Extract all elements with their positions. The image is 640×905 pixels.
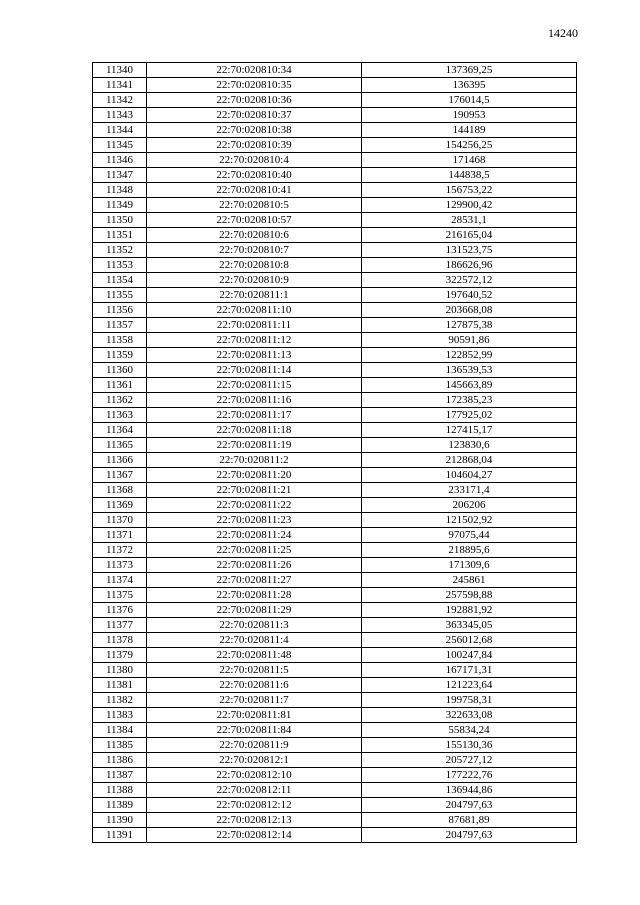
cadastral-number-cell: 22:70:020810:41 bbox=[147, 183, 362, 198]
row-number-cell: 11369 bbox=[93, 498, 147, 513]
cadastral-number-cell: 22:70:020811:12 bbox=[147, 333, 362, 348]
row-number-cell: 11352 bbox=[93, 243, 147, 258]
value-cell: 123830,6 bbox=[362, 438, 577, 453]
cadastral-number-cell: 22:70:020810:37 bbox=[147, 108, 362, 123]
value-cell: 155130,36 bbox=[362, 738, 577, 753]
row-number-cell: 11359 bbox=[93, 348, 147, 363]
table-row bbox=[93, 528, 577, 543]
table-row bbox=[93, 783, 577, 798]
cadastral-number-cell: 22:70:020811:14 bbox=[147, 363, 362, 378]
table-row bbox=[93, 633, 577, 648]
value-cell: 322572,12 bbox=[362, 273, 577, 288]
cadastral-number-cell: 22:70:020811:81 bbox=[147, 708, 362, 723]
cadastral-number-cell: 22:70:020810:7 bbox=[147, 243, 362, 258]
cadastral-number-cell: 22:70:020810:6 bbox=[147, 228, 362, 243]
cadastral-number-cell: 22:70:020810:9 bbox=[147, 273, 362, 288]
row-number-cell: 11368 bbox=[93, 483, 147, 498]
value-cell: 171468 bbox=[362, 153, 577, 168]
cadastral-number-cell: 22:70:020811:29 bbox=[147, 603, 362, 618]
table-row bbox=[93, 408, 577, 423]
row-number-cell: 11347 bbox=[93, 168, 147, 183]
table-row bbox=[93, 333, 577, 348]
table-row bbox=[93, 708, 577, 723]
cadastral-number-cell: 22:70:020811:11 bbox=[147, 318, 362, 333]
cadastral-number-cell: 22:70:020811:10 bbox=[147, 303, 362, 318]
row-number-cell: 11354 bbox=[93, 273, 147, 288]
value-cell: 190953 bbox=[362, 108, 577, 123]
row-number-cell: 11380 bbox=[93, 663, 147, 678]
value-cell: 205727,12 bbox=[362, 753, 577, 768]
cadastral-number-cell: 22:70:020811:7 bbox=[147, 693, 362, 708]
cadastral-number-cell: 22:70:020811:6 bbox=[147, 678, 362, 693]
table-row bbox=[93, 483, 577, 498]
value-cell: 171309,6 bbox=[362, 558, 577, 573]
cadastral-number-cell: 22:70:020811:5 bbox=[147, 663, 362, 678]
page-number: 14240 bbox=[548, 26, 578, 40]
table-row bbox=[93, 378, 577, 393]
value-cell: 204797,63 bbox=[362, 798, 577, 813]
table-row bbox=[93, 258, 577, 273]
table-row bbox=[93, 183, 577, 198]
row-number-cell: 11355 bbox=[93, 288, 147, 303]
value-cell: 28531,1 bbox=[362, 213, 577, 228]
table-row bbox=[93, 603, 577, 618]
row-number-cell: 11376 bbox=[93, 603, 147, 618]
value-cell: 104604,27 bbox=[362, 468, 577, 483]
value-cell: 177222,76 bbox=[362, 768, 577, 783]
row-number-cell: 11349 bbox=[93, 198, 147, 213]
row-number-cell: 11358 bbox=[93, 333, 147, 348]
table-row bbox=[93, 798, 577, 813]
row-number-cell: 11351 bbox=[93, 228, 147, 243]
row-number-cell: 11344 bbox=[93, 123, 147, 138]
cadastral-number-cell: 22:70:020812:10 bbox=[147, 768, 362, 783]
table-row bbox=[93, 573, 577, 588]
table-row bbox=[93, 663, 577, 678]
value-cell: 212868,04 bbox=[362, 453, 577, 468]
row-number-cell: 11353 bbox=[93, 258, 147, 273]
cadastral-number-cell: 22:70:020810:8 bbox=[147, 258, 362, 273]
row-number-cell: 11362 bbox=[93, 393, 147, 408]
value-cell: 322633,08 bbox=[362, 708, 577, 723]
value-cell: 131523,75 bbox=[362, 243, 577, 258]
row-number-cell: 11356 bbox=[93, 303, 147, 318]
row-number-cell: 11382 bbox=[93, 693, 147, 708]
table-row bbox=[93, 363, 577, 378]
row-number-cell: 11391 bbox=[93, 828, 147, 843]
cadastral-number-cell: 22:70:020811:9 bbox=[147, 738, 362, 753]
cadastral-number-cell: 22:70:020811:23 bbox=[147, 513, 362, 528]
cadastral-number-cell: 22:70:020812:1 bbox=[147, 753, 362, 768]
row-number-cell: 11364 bbox=[93, 423, 147, 438]
row-number-cell: 11384 bbox=[93, 723, 147, 738]
table-row bbox=[93, 828, 577, 843]
table-row bbox=[93, 513, 577, 528]
value-cell: 144189 bbox=[362, 123, 577, 138]
row-number-cell: 11365 bbox=[93, 438, 147, 453]
table-row bbox=[93, 558, 577, 573]
value-cell: 256012,68 bbox=[362, 633, 577, 648]
cadastral-number-cell: 22:70:020811:1 bbox=[147, 288, 362, 303]
value-cell: 55834,24 bbox=[362, 723, 577, 738]
table-row bbox=[93, 78, 577, 93]
value-cell: 154256,25 bbox=[362, 138, 577, 153]
row-number-cell: 11340 bbox=[93, 63, 147, 78]
cadastral-number-cell: 22:70:020810:35 bbox=[147, 78, 362, 93]
cadastral-number-cell: 22:70:020810:5 bbox=[147, 198, 362, 213]
cadastral-number-cell: 22:70:020811:4 bbox=[147, 633, 362, 648]
value-cell: 87681,89 bbox=[362, 813, 577, 828]
value-cell: 204797,63 bbox=[362, 828, 577, 843]
row-number-cell: 11385 bbox=[93, 738, 147, 753]
row-number-cell: 11348 bbox=[93, 183, 147, 198]
cadastral-number-cell: 22:70:020811:48 bbox=[147, 648, 362, 663]
row-number-cell: 11345 bbox=[93, 138, 147, 153]
cadastral-number-cell: 22:70:020810:57 bbox=[147, 213, 362, 228]
row-number-cell: 11367 bbox=[93, 468, 147, 483]
value-cell: 206206 bbox=[362, 498, 577, 513]
cadastral-number-cell: 22:70:020812:11 bbox=[147, 783, 362, 798]
cadastral-number-cell: 22:70:020811:21 bbox=[147, 483, 362, 498]
cadastral-number-cell: 22:70:020811:28 bbox=[147, 588, 362, 603]
table-row bbox=[93, 288, 577, 303]
cadastral-number-cell: 22:70:020811:3 bbox=[147, 618, 362, 633]
table-row bbox=[93, 438, 577, 453]
cadastral-number-cell: 22:70:020812:14 bbox=[147, 828, 362, 843]
value-cell: 197640,52 bbox=[362, 288, 577, 303]
value-cell: 137369,25 bbox=[362, 63, 577, 78]
row-number-cell: 11374 bbox=[93, 573, 147, 588]
cadastral-number-cell: 22:70:020811:19 bbox=[147, 438, 362, 453]
row-number-cell: 11390 bbox=[93, 813, 147, 828]
table-row bbox=[93, 498, 577, 513]
table-row bbox=[93, 213, 577, 228]
row-number-cell: 11379 bbox=[93, 648, 147, 663]
row-number-cell: 11342 bbox=[93, 93, 147, 108]
cadastral-number-cell: 22:70:020810:36 bbox=[147, 93, 362, 108]
row-number-cell: 11383 bbox=[93, 708, 147, 723]
cadastral-number-cell: 22:70:020811:17 bbox=[147, 408, 362, 423]
table-row bbox=[93, 813, 577, 828]
value-cell: 100247,84 bbox=[362, 648, 577, 663]
cadastral-number-cell: 22:70:020811:27 bbox=[147, 573, 362, 588]
table-row bbox=[93, 138, 577, 153]
value-cell: 363345,05 bbox=[362, 618, 577, 633]
value-cell: 167171,31 bbox=[362, 663, 577, 678]
value-cell: 216165,04 bbox=[362, 228, 577, 243]
table-row bbox=[93, 753, 577, 768]
table-body bbox=[93, 63, 577, 843]
value-cell: 90591,86 bbox=[362, 333, 577, 348]
cadastral-number-cell: 22:70:020812:13 bbox=[147, 813, 362, 828]
row-number-cell: 11357 bbox=[93, 318, 147, 333]
table-row bbox=[93, 738, 577, 753]
value-cell: 199758,31 bbox=[362, 693, 577, 708]
cadastral-number-cell: 22:70:020811:16 bbox=[147, 393, 362, 408]
value-cell: 127415,17 bbox=[362, 423, 577, 438]
value-cell: 121223,64 bbox=[362, 678, 577, 693]
table-row bbox=[93, 768, 577, 783]
row-number-cell: 11377 bbox=[93, 618, 147, 633]
table-row bbox=[93, 318, 577, 333]
table-row bbox=[93, 168, 577, 183]
value-cell: 233171,4 bbox=[362, 483, 577, 498]
cadastral-number-cell: 22:70:020810:39 bbox=[147, 138, 362, 153]
row-number-cell: 11375 bbox=[93, 588, 147, 603]
row-number-cell: 11387 bbox=[93, 768, 147, 783]
value-cell: 176014,5 bbox=[362, 93, 577, 108]
cadastral-number-cell: 22:70:020811:84 bbox=[147, 723, 362, 738]
value-cell: 186626,96 bbox=[362, 258, 577, 273]
cadastral-number-cell: 22:70:020812:12 bbox=[147, 798, 362, 813]
row-number-cell: 11366 bbox=[93, 453, 147, 468]
cadastral-value-table bbox=[92, 62, 577, 843]
row-number-cell: 11346 bbox=[93, 153, 147, 168]
value-cell: 177925,02 bbox=[362, 408, 577, 423]
table-row bbox=[93, 468, 577, 483]
table-row bbox=[93, 693, 577, 708]
value-cell: 145663,89 bbox=[362, 378, 577, 393]
table-row bbox=[93, 648, 577, 663]
row-number-cell: 11386 bbox=[93, 753, 147, 768]
row-number-cell: 11350 bbox=[93, 213, 147, 228]
cadastral-number-cell: 22:70:020811:24 bbox=[147, 528, 362, 543]
table-row bbox=[93, 423, 577, 438]
row-number-cell: 11378 bbox=[93, 633, 147, 648]
table-row bbox=[93, 348, 577, 363]
value-cell: 121502,92 bbox=[362, 513, 577, 528]
table-row bbox=[93, 228, 577, 243]
row-number-cell: 11360 bbox=[93, 363, 147, 378]
cadastral-number-cell: 22:70:020811:20 bbox=[147, 468, 362, 483]
row-number-cell: 11363 bbox=[93, 408, 147, 423]
cadastral-number-cell: 22:70:020811:25 bbox=[147, 543, 362, 558]
value-cell: 136395 bbox=[362, 78, 577, 93]
cadastral-number-cell: 22:70:020811:13 bbox=[147, 348, 362, 363]
table-row bbox=[93, 108, 577, 123]
table-row bbox=[93, 243, 577, 258]
row-number-cell: 11373 bbox=[93, 558, 147, 573]
value-cell: 144838,5 bbox=[362, 168, 577, 183]
table-row bbox=[93, 393, 577, 408]
row-number-cell: 11370 bbox=[93, 513, 147, 528]
cadastral-number-cell: 22:70:020810:34 bbox=[147, 63, 362, 78]
value-cell: 122852,99 bbox=[362, 348, 577, 363]
cadastral-number-cell: 22:70:020811:22 bbox=[147, 498, 362, 513]
value-cell: 257598,88 bbox=[362, 588, 577, 603]
table-row bbox=[93, 588, 577, 603]
value-cell: 136539,53 bbox=[362, 363, 577, 378]
row-number-cell: 11343 bbox=[93, 108, 147, 123]
table-row bbox=[93, 678, 577, 693]
value-cell: 127875,38 bbox=[362, 318, 577, 333]
table-row bbox=[93, 543, 577, 558]
value-cell: 156753,22 bbox=[362, 183, 577, 198]
cadastral-number-cell: 22:70:020810:38 bbox=[147, 123, 362, 138]
table-row bbox=[93, 153, 577, 168]
cadastral-number-cell: 22:70:020810:40 bbox=[147, 168, 362, 183]
table-row bbox=[93, 303, 577, 318]
value-cell: 203668,08 bbox=[362, 303, 577, 318]
value-cell: 129900,42 bbox=[362, 198, 577, 213]
table-row bbox=[93, 63, 577, 78]
table-row bbox=[93, 618, 577, 633]
row-number-cell: 11372 bbox=[93, 543, 147, 558]
row-number-cell: 11361 bbox=[93, 378, 147, 393]
row-number-cell: 11389 bbox=[93, 798, 147, 813]
table-row bbox=[93, 453, 577, 468]
cadastral-number-cell: 22:70:020811:2 bbox=[147, 453, 362, 468]
row-number-cell: 11388 bbox=[93, 783, 147, 798]
value-cell: 192881,92 bbox=[362, 603, 577, 618]
value-cell: 172385,23 bbox=[362, 393, 577, 408]
cadastral-number-cell: 22:70:020811:15 bbox=[147, 378, 362, 393]
table-row bbox=[93, 93, 577, 108]
table-row bbox=[93, 273, 577, 288]
row-number-cell: 11381 bbox=[93, 678, 147, 693]
value-cell: 218895,6 bbox=[362, 543, 577, 558]
row-number-cell: 11371 bbox=[93, 528, 147, 543]
table-row bbox=[93, 123, 577, 138]
cadastral-number-cell: 22:70:020810:4 bbox=[147, 153, 362, 168]
cadastral-number-cell: 22:70:020811:18 bbox=[147, 423, 362, 438]
value-cell: 245861 bbox=[362, 573, 577, 588]
table-row bbox=[93, 198, 577, 213]
cadastral-number-cell: 22:70:020811:26 bbox=[147, 558, 362, 573]
value-cell: 136944,86 bbox=[362, 783, 577, 798]
row-number-cell: 11341 bbox=[93, 78, 147, 93]
value-cell: 97075,44 bbox=[362, 528, 577, 543]
table-row bbox=[93, 723, 577, 738]
